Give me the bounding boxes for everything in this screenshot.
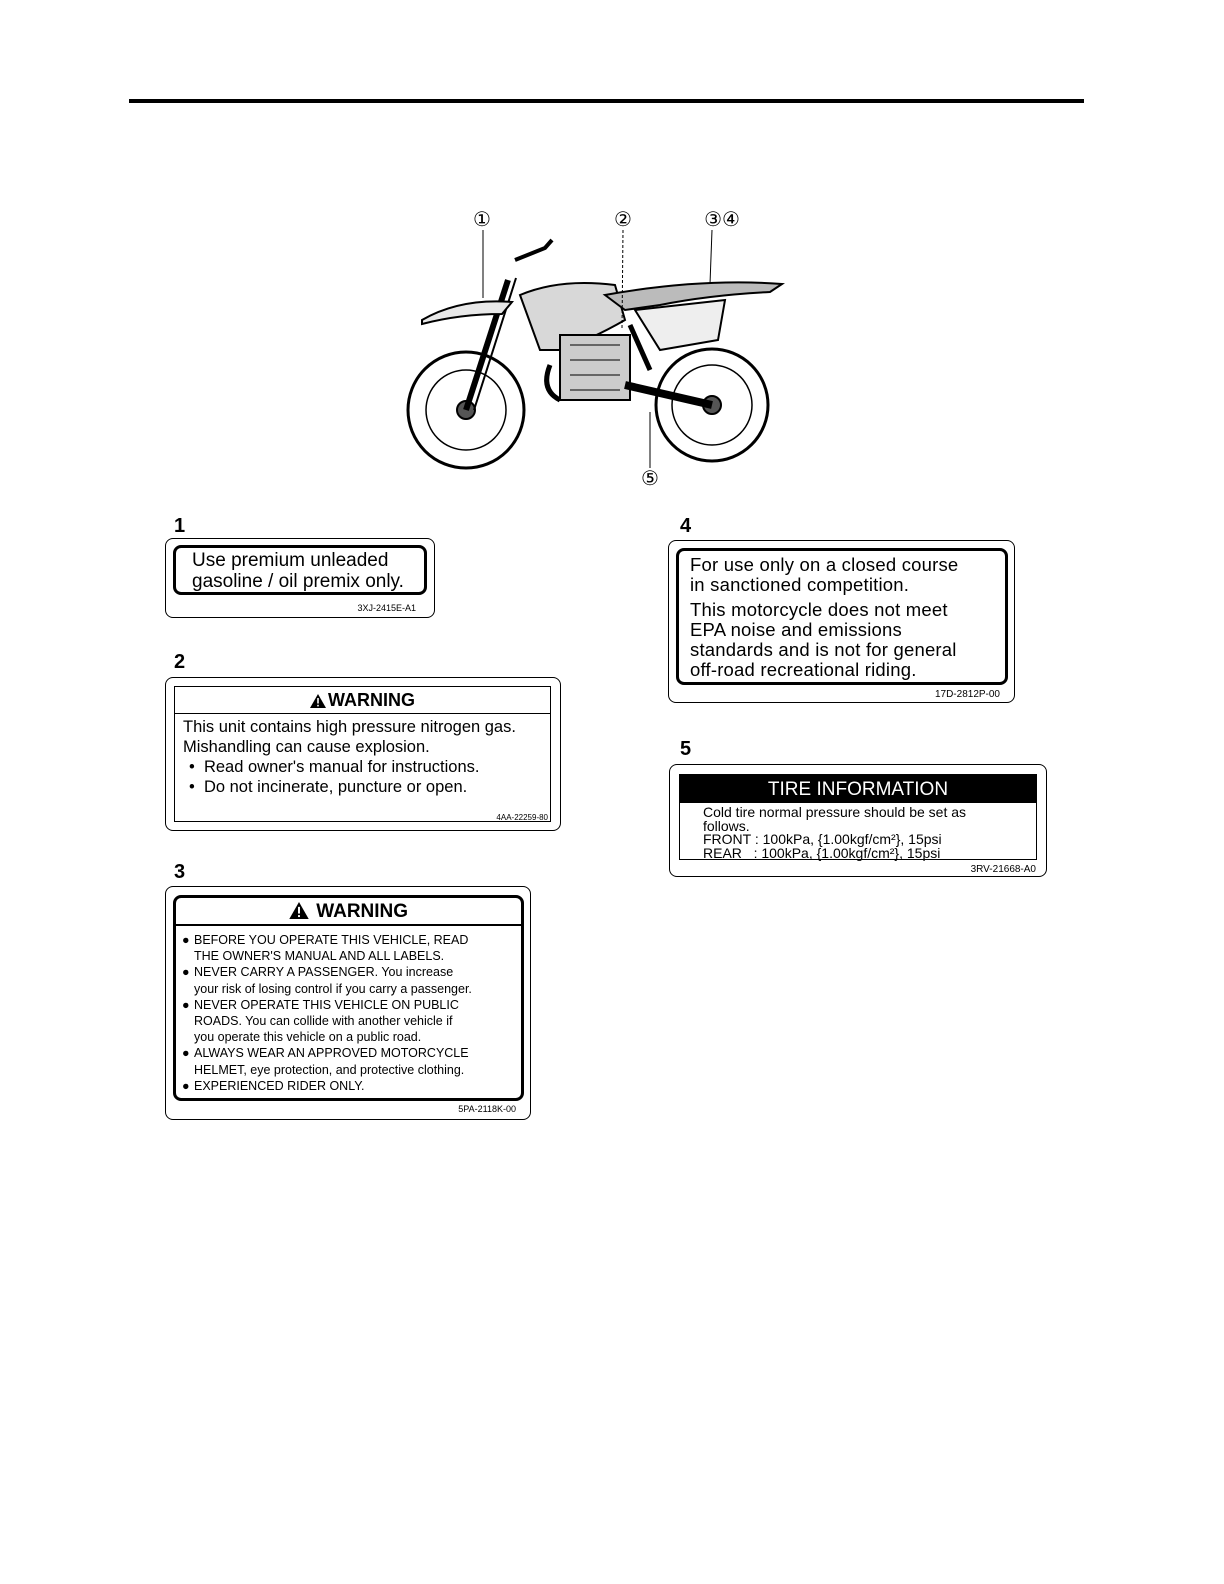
label-3-item: ● EXPERIENCED RIDER ONLY. xyxy=(182,1078,365,1093)
label-3-item: ● BEFORE YOU OPERATE THIS VEHICLE, READ THE OWNER'S MANUAL AND ALL LABELS. xyxy=(182,933,469,964)
label-5-number: 5 xyxy=(680,738,692,760)
label-4-number: 4 xyxy=(680,515,692,537)
label-4-line: For use only on a closed course xyxy=(690,554,959,575)
label-4-code: 17D-2812P-00 xyxy=(934,689,1000,700)
warning-triangle-icon xyxy=(310,694,326,708)
label-3-item: ● NEVER CARRY A PASSENGER. You increase your risk of losing control if you carry a passenger. xyxy=(182,965,472,996)
label-5-tire-information xyxy=(669,764,1047,877)
label-5-line: FRONT : 100kPa, {1.00kgf/cm²}, 15psi xyxy=(703,831,942,847)
label-2-line: Mishandling can cause explosion. xyxy=(183,738,430,756)
label-1-line: gasoline / oil premix only. xyxy=(192,571,404,592)
label-3-item: ● ALWAYS WEAR AN APPROVED MOTORCYCLE HELMET, eye protection, and protective clothing. xyxy=(182,1046,469,1077)
warning-triangle-icon xyxy=(289,902,309,919)
label-5-line: Cold tire normal pressure should be set as xyxy=(703,804,967,820)
callout-3-4: ③④ xyxy=(704,207,740,231)
label-2-line: This unit contains high pressure nitrogen gas. xyxy=(183,718,516,736)
motorcycle-illustration xyxy=(400,200,800,500)
header-rule xyxy=(129,99,1084,103)
label-2-code: 4AA-22259-80 xyxy=(496,813,548,822)
label-2-heading-text: WARNING xyxy=(328,690,415,710)
label-1-fuel xyxy=(165,538,435,618)
label-2-number: 2 xyxy=(174,651,186,673)
label-4-line: EPA noise and emissions xyxy=(690,619,902,640)
callout-1: ① xyxy=(473,207,491,231)
label-3-heading xyxy=(176,898,521,926)
label-3-code: 5PA-2118K-00 xyxy=(458,1104,516,1114)
label-2-bullet: • Read owner's manual for instructions. xyxy=(189,758,480,776)
callout-5: ⑤ xyxy=(641,466,659,490)
callout-2: ② xyxy=(614,207,632,231)
label-1-text xyxy=(173,545,427,595)
label-5-code: 3RV-21668-A0 xyxy=(970,864,1036,875)
label-2-heading xyxy=(175,687,550,714)
label-3-number: 3 xyxy=(174,861,186,883)
label-1-code: 3XJ-2415E-A1 xyxy=(357,603,416,613)
label-5-heading: TIRE INFORMATION xyxy=(680,775,1036,803)
label-3-heading-text: WARNING xyxy=(316,901,409,922)
label-4-line: off-road recreational riding. xyxy=(690,659,917,680)
label-4-line: This motorcycle does not meet xyxy=(690,599,948,620)
label-4-line: in sanctioned competition. xyxy=(690,574,910,595)
label-5-line: follows. xyxy=(703,817,750,834)
label-3-rider-warning xyxy=(165,886,531,1120)
label-3-item: ● NEVER OPERATE THIS VEHICLE ON PUBLIC ROADS. You can collide with another vehicle if you operate this vehicle on a public road. xyxy=(182,997,459,1045)
label-4-competition-notice xyxy=(668,540,1015,703)
label-2-bullet: • Do not incinerate, puncture or open. xyxy=(189,778,468,796)
label-1-number: 1 xyxy=(174,515,186,537)
label-1-line: Use premium unleaded xyxy=(192,550,389,571)
label-4-line: standards and is not for general xyxy=(690,639,957,660)
label-5-line: REAR : 100kPa, {1.00kgf/cm²}, 15psi xyxy=(703,844,941,861)
label-2-nitrogen-warning xyxy=(165,677,561,831)
